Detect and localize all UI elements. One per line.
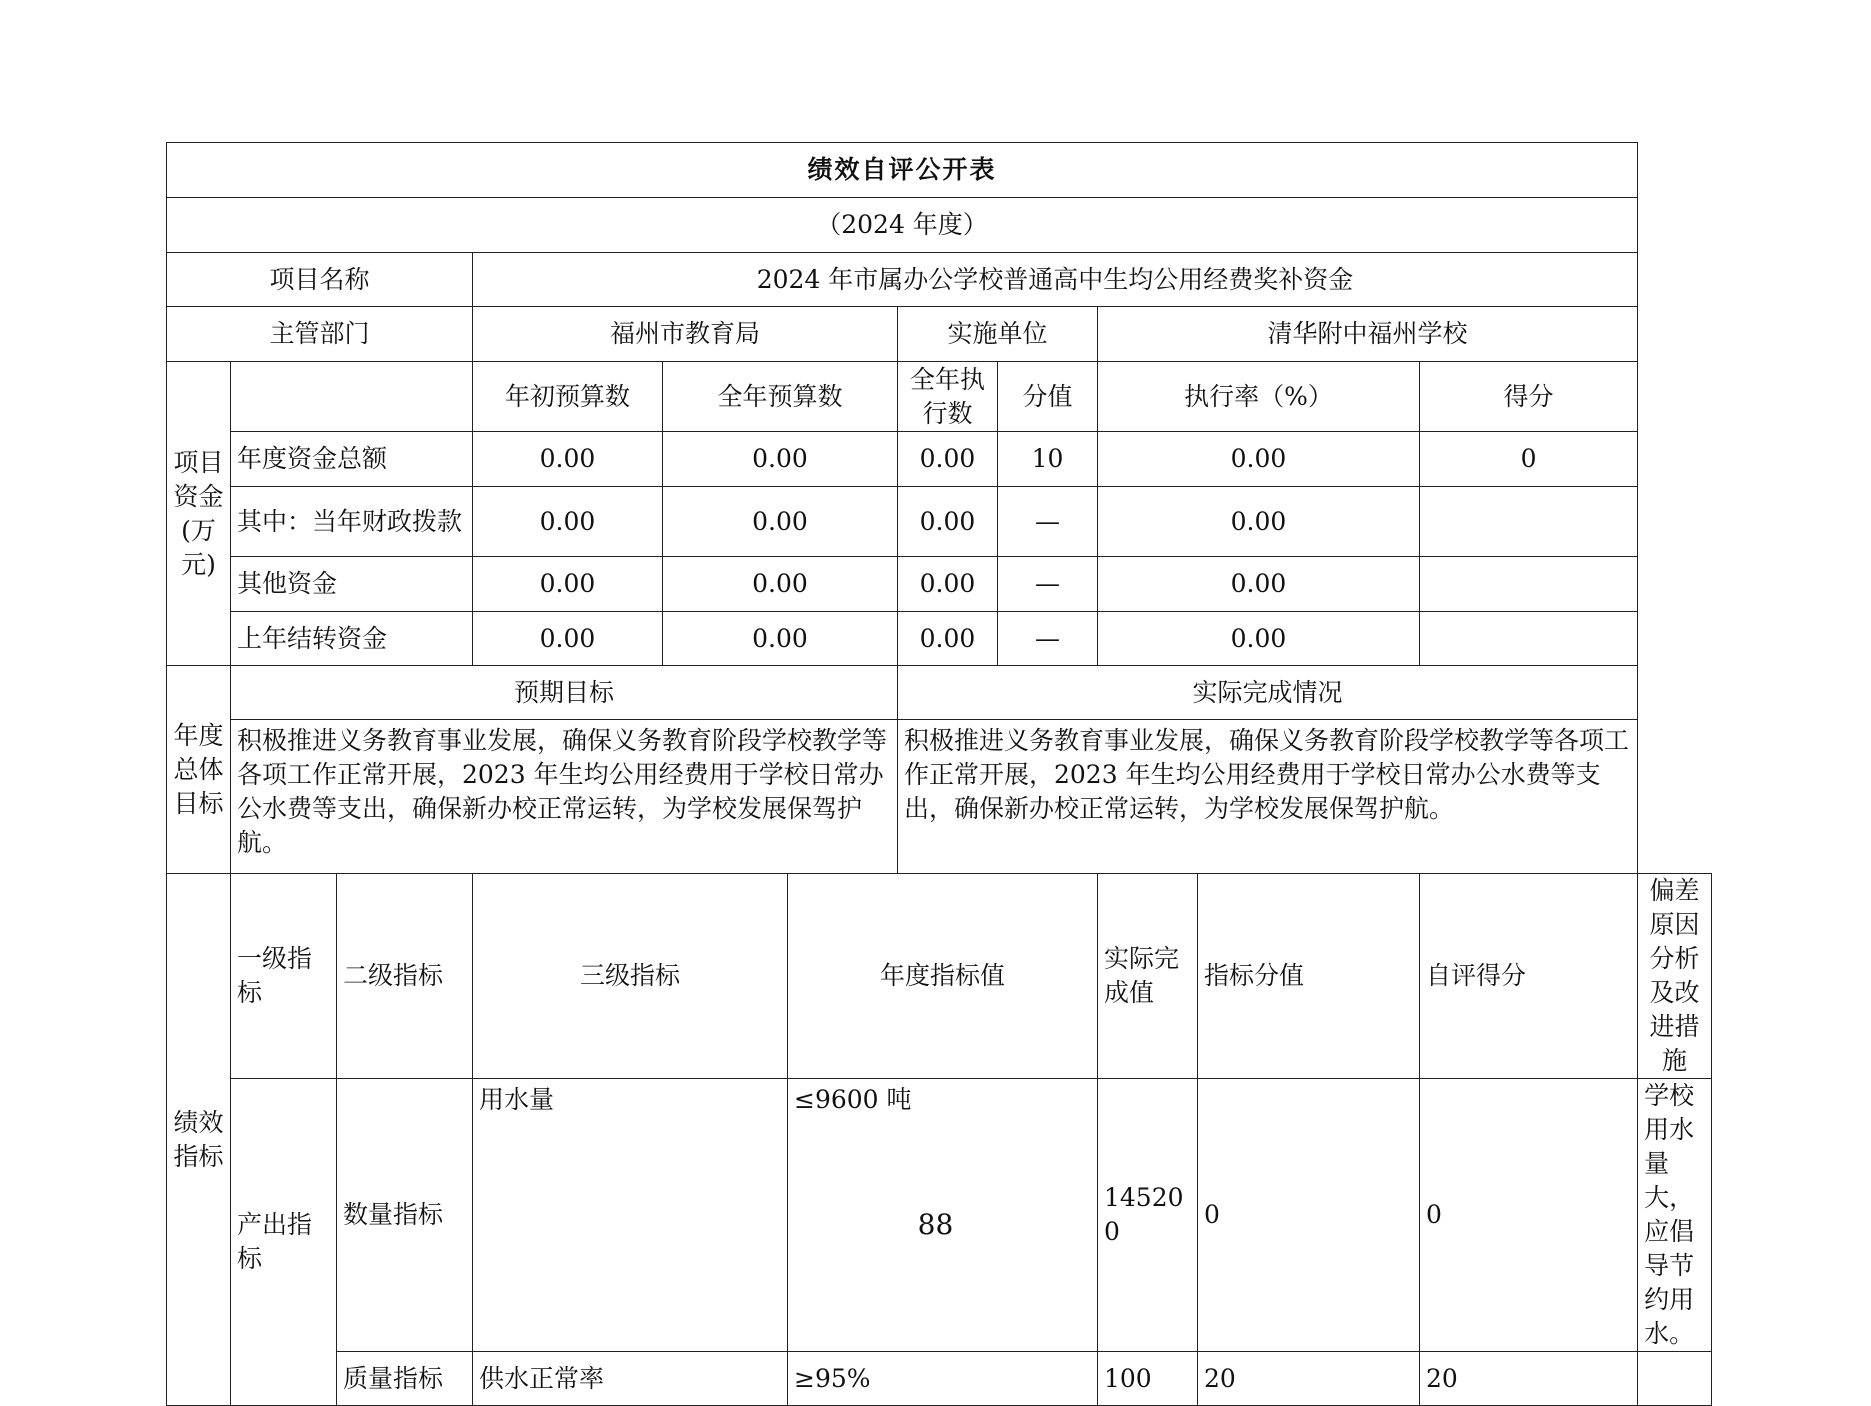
funds-row — [167, 557, 1712, 612]
funds-row-score-value: — — [998, 612, 1098, 666]
funds-row-label: 其他资金 — [231, 557, 473, 612]
funds-row-score — [1420, 612, 1638, 666]
indicator-weight: 0 — [1198, 1079, 1420, 1352]
funds-header-score: 得分 — [1420, 362, 1638, 432]
funds-row-initial: 0.00 — [473, 612, 663, 666]
dept-value: 福州市教育局 — [473, 307, 898, 362]
indicator-target: ≥95% — [788, 1352, 1098, 1406]
funds-side-label: 项目资金(万元) — [167, 362, 231, 666]
funds-row-rate: 0.00 — [1098, 487, 1420, 557]
funds-row-executed: 0.00 — [898, 487, 998, 557]
indicator-level2: 质量指标 — [337, 1352, 473, 1406]
funds-row-label: 上年结转资金 — [231, 612, 473, 666]
project-name-value: 2024 年市属办公学校普通高中生均公用经费奖补资金 — [473, 253, 1638, 307]
unit-value: 清华附中福州学校 — [1098, 307, 1638, 362]
indicator-row — [167, 1352, 1712, 1406]
funds-header-blank — [231, 362, 473, 432]
indicator-level3: 供水正常率 — [473, 1352, 788, 1406]
indicator-self-score: 0 — [1420, 1079, 1638, 1352]
year-label: （2024 年度） — [167, 198, 1638, 253]
funds-header-executed: 全年执行数 — [898, 362, 998, 432]
funds-row-initial: 0.00 — [473, 487, 663, 557]
funds-row-annual: 0.00 — [663, 487, 898, 557]
indicator-self-score: 20 — [1420, 1352, 1638, 1406]
funds-header-score-value: 分值 — [998, 362, 1098, 432]
indicator-deviation: 学校用水量大，应倡导节约用水。 — [1638, 1079, 1712, 1352]
indicator-weight: 20 — [1198, 1352, 1420, 1406]
funds-row-annual: 0.00 — [663, 432, 898, 487]
funds-header-initial: 年初预算数 — [473, 362, 663, 432]
funds-row-score-value: 10 — [998, 432, 1098, 487]
page-title: 绩效自评公开表 — [167, 143, 1638, 198]
indicators-header-level2: 二级指标 — [337, 874, 473, 1079]
funds-row-score — [1420, 487, 1638, 557]
dept-label: 主管部门 — [167, 307, 473, 362]
goals-expected-text: 积极推进义务教育事业发展，确保义务教育阶段学校教学等各项工作正常开展，2023 年生均公用经费用于学校日常办公水费等支出，确保新办校正常运转，为学校发展保驾护航。 — [231, 720, 898, 874]
indicator-actual: 100 — [1098, 1352, 1198, 1406]
funds-row-label: 其中：当年财政拨款 — [231, 487, 473, 557]
goals-expected-header: 预期目标 — [231, 666, 898, 720]
funds-row-executed: 0.00 — [898, 612, 998, 666]
funds-row-label: 年度资金总额 — [231, 432, 473, 487]
funds-row — [167, 432, 1712, 487]
indicators-side-label: 绩效指标 — [167, 874, 231, 1406]
funds-row-score: 0 — [1420, 432, 1638, 487]
funds-row-initial: 0.00 — [473, 557, 663, 612]
funds-header-annual: 全年预算数 — [663, 362, 898, 432]
indicator-level3: 用水量 — [473, 1079, 788, 1352]
indicator-deviation — [1638, 1352, 1712, 1406]
funds-row — [167, 487, 1712, 557]
funds-row-rate: 0.00 — [1098, 432, 1420, 487]
funds-row-score — [1420, 557, 1638, 612]
page-number: 88 — [917, 1208, 954, 1241]
funds-header-rate: 执行率（%） — [1098, 362, 1420, 432]
funds-row-executed: 0.00 — [898, 557, 998, 612]
indicator-level2: 数量指标 — [337, 1079, 473, 1352]
indicators-header-actual: 实际完成值 — [1098, 874, 1198, 1079]
indicators-header-level1: 一级指标 — [231, 874, 337, 1079]
indicator-actual: 145200 — [1098, 1079, 1198, 1352]
unit-label: 实施单位 — [898, 307, 1098, 362]
project-name-label: 项目名称 — [167, 253, 473, 307]
funds-row-rate: 0.00 — [1098, 557, 1420, 612]
indicators-header-weight: 指标分值 — [1198, 874, 1420, 1079]
indicator-target: ≤9600 吨 — [788, 1079, 1098, 1352]
funds-row — [167, 612, 1712, 666]
goals-actual-text: 积极推进义务教育事业发展，确保义务教育阶段学校教学等各项工作正常开展，2023 年生均公用经费用于学校日常办公水费等支出，确保新办校正常运转，为学校发展保驾护航。 — [898, 720, 1638, 874]
funds-row-score-value: — — [998, 487, 1098, 557]
indicator-level1: 产出指标 — [231, 1079, 337, 1406]
goals-actual-header: 实际完成情况 — [898, 666, 1638, 720]
funds-row-annual: 0.00 — [663, 557, 898, 612]
indicators-header-level3: 三级指标 — [473, 874, 788, 1079]
indicators-header-deviation: 偏差原因分析及改进措施 — [1638, 874, 1712, 1079]
funds-row-annual: 0.00 — [663, 612, 898, 666]
funds-row-executed: 0.00 — [898, 432, 998, 487]
funds-row-rate: 0.00 — [1098, 612, 1420, 666]
funds-row-initial: 0.00 — [473, 432, 663, 487]
funds-row-score-value: — — [998, 557, 1098, 612]
indicators-header-self-score: 自评得分 — [1420, 874, 1638, 1079]
indicators-header-target: 年度指标值 — [788, 874, 1098, 1079]
goals-side-label: 年度总体目标 — [167, 666, 231, 874]
